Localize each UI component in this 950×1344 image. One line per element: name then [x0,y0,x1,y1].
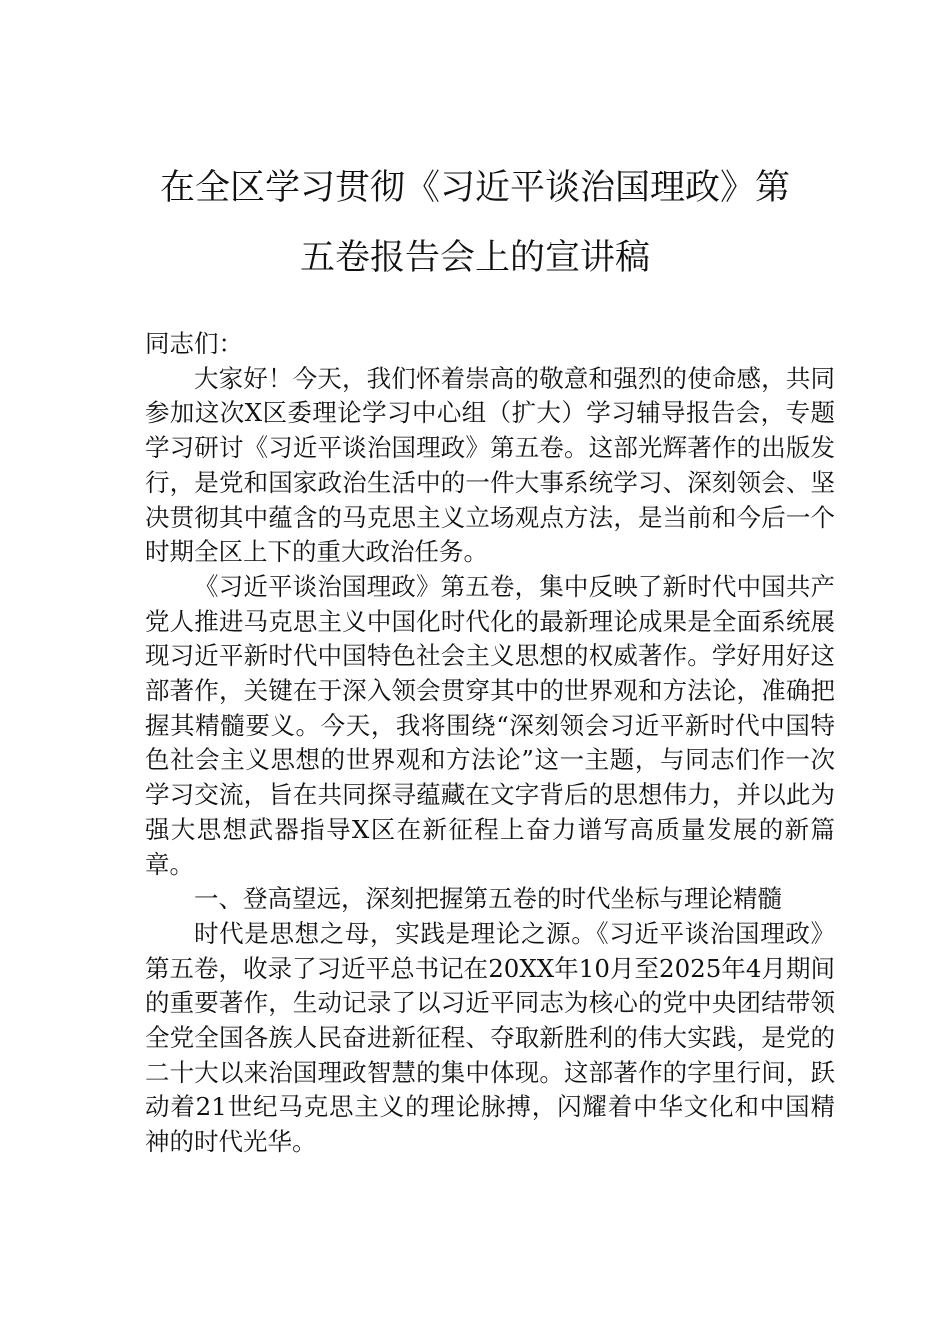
document-title-line-1: 在全区学习贯彻《习近平谈治国理政》第 [159,168,790,208]
document-body [145,327,835,1160]
document-title-line-2: 五卷报告会上的宣讲稿 [299,238,650,278]
section-heading: 一、登高望远，深刻把握第五卷的时代坐标与理论精髓 [194,884,782,914]
paragraph: 时代是思想之母，实践是理论之源。《习近平谈治国理政》第五卷，收录了习近平总书记在20XX年10月至2025年4月期间的重要著作，生动记录了以习近平同志为核心的党中央团结带领全党全国各族人民奋进新征程、夺取新胜利的伟大实践，是党的二十大以来治国理政智慧的集中体现。这部著作的字里行间，跃动着21世纪马克思主义的理论脉搏，闪耀着中华文化和中国精神的时代光华。 [145,918,835,1157]
paragraph: 《习近平谈治国理政》第五卷，集中反映了新时代中国共产党人推进马克思主义中国化时代化的最新理论成果是全面系统展现习近平新时代中国特色社会主义思想的权威著作。学好用好这部著作，关键在于深入领会贯穿其中的世界观和方法论，准确把握其精髓要义。今天，我将围绕“深刻领会习近平新时代中国特色社会主义思想的世界观和方法论”这一主题，与同志们作一次学习交流，旨在共同探寻蕴藏在文字背后的思想伟力，并以此为强大思想武器指导X区在新征程上奋力谱写高质量发展的新篇章。 [145,571,835,879]
paragraph: 大家好！今天，我们怀着崇高的敬意和强烈的使命感，共同参加这次X区委理论学习中心组（扩大）学习辅导报告会，专题学习研讨《习近平谈治国理政》第五卷。这部光辉著作的出版发行，是党和国家政治生活中的一件大事系统学习、深刻领会、坚决贯彻其中蕴含的马克思主义立场观点方法，是当前和今后一个时期全区上下的重大政治任务。 [145,363,835,567]
salutation: 同志们： [145,329,243,358]
